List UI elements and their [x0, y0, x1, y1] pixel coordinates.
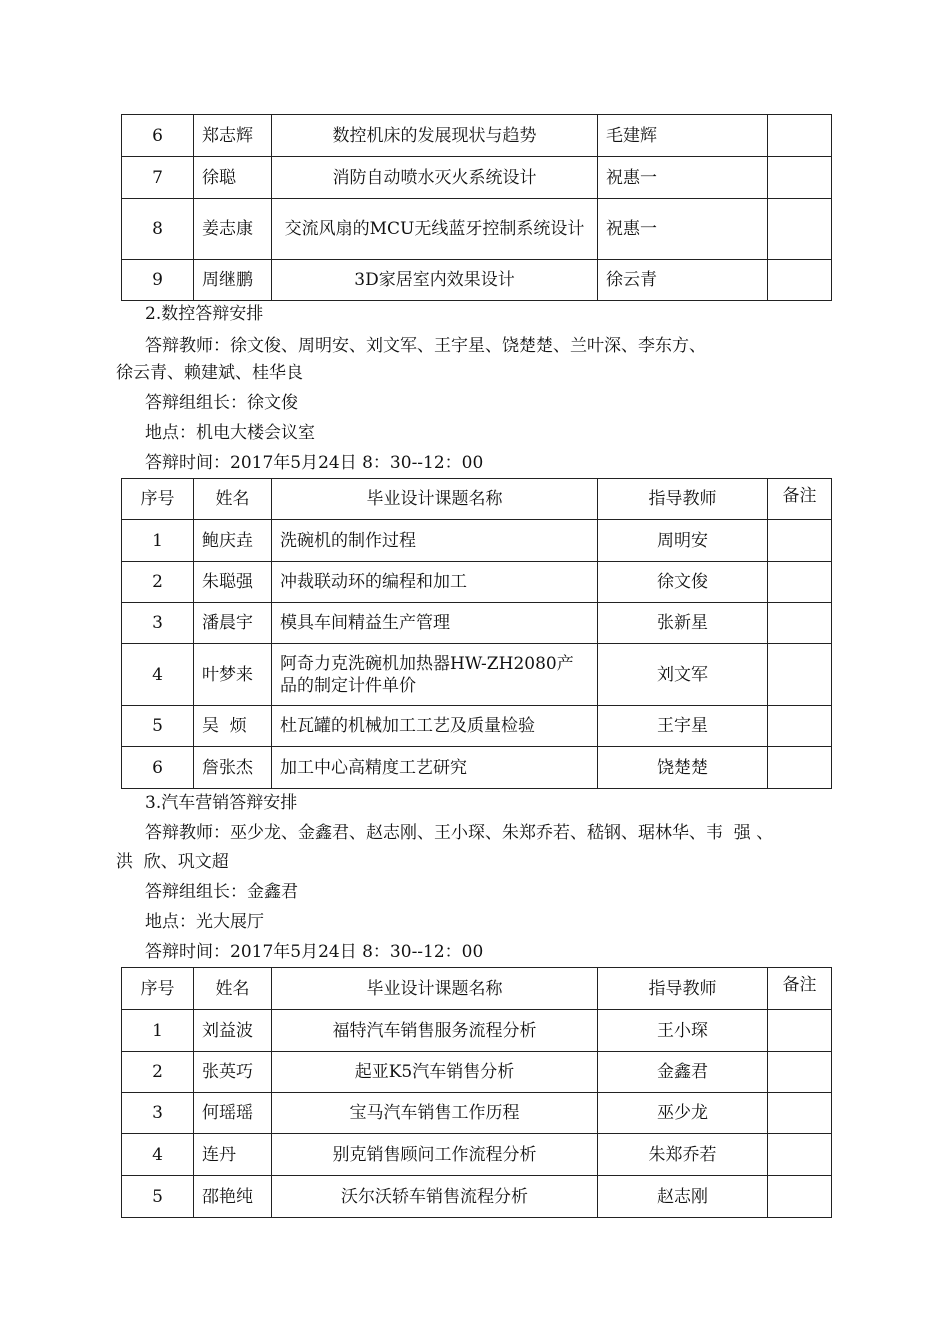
- row-number: 4: [122, 644, 194, 706]
- section-heading: 2.数控答辩安排: [145, 304, 264, 324]
- row-number: 6: [122, 747, 194, 789]
- defense-time: 答辩时间：2017年5月24日 8：30--12：00: [145, 453, 484, 473]
- row-number: 1: [122, 520, 194, 562]
- row-number: 5: [122, 706, 194, 747]
- row-number: 8: [122, 199, 194, 260]
- teachers-line-continued: 洪 欣、巩文超: [116, 852, 229, 872]
- header-advisor: 指导教师: [598, 479, 768, 520]
- student-name: 刘益波: [194, 1010, 272, 1052]
- table-row: [122, 1010, 832, 1052]
- note-cell: [768, 1176, 832, 1218]
- thesis-topic: 冲裁联动环的编程和加工: [272, 562, 598, 603]
- note-cell: [768, 603, 832, 644]
- advisor-name: 周明安: [598, 520, 768, 562]
- table-row: [122, 1134, 832, 1176]
- thesis-topic: 阿奇力克洗碗机加热器HW-ZH2080产品的制定计件单价: [272, 644, 598, 706]
- advisor-name: 毛建辉: [598, 115, 768, 157]
- location: 地点：光大展厅: [145, 912, 264, 932]
- thesis-topic: 洗碗机的制作过程: [272, 520, 598, 562]
- table-header-row: [122, 968, 832, 1010]
- header-topic: 毕业设计课题名称: [272, 968, 598, 1010]
- advisor-name: 巫少龙: [598, 1093, 768, 1134]
- student-name: 连丹: [194, 1134, 272, 1176]
- advisor-name: 刘文军: [598, 644, 768, 706]
- advisor-name: 赵志刚: [598, 1176, 768, 1218]
- note-cell: [768, 644, 832, 706]
- table-row: [122, 520, 832, 562]
- table-row: [122, 115, 832, 157]
- thesis-topic: 福特汽车销售服务流程分析: [272, 1010, 598, 1052]
- table-row: [122, 603, 832, 644]
- header-no: 序号: [122, 479, 194, 520]
- row-number: 1: [122, 1010, 194, 1052]
- table-row: [122, 260, 832, 301]
- advisor-name: 王小琛: [598, 1010, 768, 1052]
- table-row: [122, 706, 832, 747]
- header-note: 备注: [768, 479, 832, 520]
- row-number: 7: [122, 157, 194, 199]
- table-row: [122, 747, 832, 789]
- thesis-topic: 别克销售顾问工作流程分析: [272, 1134, 598, 1176]
- advisor-name: 王宇星: [598, 706, 768, 747]
- table-row: [122, 199, 832, 260]
- table-row: [122, 1093, 832, 1134]
- advisor-name: 徐文俊: [598, 562, 768, 603]
- student-name: 姜志康: [194, 199, 272, 260]
- student-name: 何瑶瑶: [194, 1093, 272, 1134]
- thesis-topic: 数控机床的发展现状与趋势: [272, 115, 598, 157]
- note-cell: [768, 157, 832, 199]
- student-name: 朱聪强: [194, 562, 272, 603]
- row-number: 3: [122, 1093, 194, 1134]
- thesis-topic: 3D家居室内效果设计: [272, 260, 598, 301]
- student-name: 潘晨宇: [194, 603, 272, 644]
- table-row: [122, 157, 832, 199]
- note-cell: [768, 747, 832, 789]
- student-name: 鲍庆垚: [194, 520, 272, 562]
- header-topic: 毕业设计课题名称: [272, 479, 598, 520]
- table-top: [121, 114, 832, 301]
- note-cell: [768, 1010, 832, 1052]
- thesis-topic: 消防自动喷水灭火系统设计: [272, 157, 598, 199]
- table-header-row: [122, 479, 832, 520]
- group-leader: 答辩组组长：金鑫君: [145, 882, 298, 902]
- header-no: 序号: [122, 968, 194, 1010]
- note-cell: [768, 520, 832, 562]
- section-heading: 3.汽车营销答辩安排: [145, 793, 298, 813]
- row-number: 4: [122, 1134, 194, 1176]
- table-row: [122, 644, 832, 706]
- header-name: 姓名: [194, 479, 272, 520]
- advisor-name: 徐云青: [598, 260, 768, 301]
- student-name: 徐聪: [194, 157, 272, 199]
- row-number: 6: [122, 115, 194, 157]
- note-cell: [768, 199, 832, 260]
- note-cell: [768, 1052, 832, 1093]
- student-name: 郑志辉: [194, 115, 272, 157]
- teachers-line: 答辩教师：徐文俊、周明安、刘文军、王宇星、饶楚楚、兰叶深、李东方、: [145, 336, 706, 356]
- advisor-name: 祝惠一: [598, 157, 768, 199]
- thesis-topic: 交流风扇的MCU无线蓝牙控制系统设计: [272, 199, 598, 260]
- note-cell: [768, 115, 832, 157]
- thesis-topic: 起亚K5汽车销售分析: [272, 1052, 598, 1093]
- thesis-topic: 加工中心高精度工艺研究: [272, 747, 598, 789]
- row-number: 2: [122, 562, 194, 603]
- table-row: [122, 1176, 832, 1218]
- row-number: 9: [122, 260, 194, 301]
- row-number: 2: [122, 1052, 194, 1093]
- student-name: 周继鹏: [194, 260, 272, 301]
- note-cell: [768, 1134, 832, 1176]
- header-name: 姓名: [194, 968, 272, 1010]
- group-leader: 答辩组组长：徐文俊: [145, 393, 298, 413]
- note-cell: [768, 1093, 832, 1134]
- student-name: 张英巧: [194, 1052, 272, 1093]
- teachers-line-continued: 徐云青、赖建斌、桂华良: [116, 363, 303, 383]
- table-row: [122, 1052, 832, 1093]
- advisor-name: 张新星: [598, 603, 768, 644]
- defense-time: 答辩时间：2017年5月24日 8：30--12：00: [145, 942, 484, 962]
- advisor-name: 朱郑乔若: [598, 1134, 768, 1176]
- thesis-topic: 杜瓦罐的机械加工工艺及质量检验: [272, 706, 598, 747]
- thesis-topic: 沃尔沃轿车销售流程分析: [272, 1176, 598, 1218]
- student-name: 詹张杰: [194, 747, 272, 789]
- header-advisor: 指导教师: [598, 968, 768, 1010]
- row-number: 3: [122, 603, 194, 644]
- location: 地点：机电大楼会议室: [145, 423, 315, 443]
- header-note: 备注: [768, 968, 832, 1010]
- advisor-name: 饶楚楚: [598, 747, 768, 789]
- student-name: 吴 烦: [194, 706, 272, 747]
- thesis-topic: 模具车间精益生产管理: [272, 603, 598, 644]
- advisor-name: 金鑫君: [598, 1052, 768, 1093]
- row-number: 5: [122, 1176, 194, 1218]
- note-cell: [768, 260, 832, 301]
- table-row: [122, 562, 832, 603]
- teachers-line: 答辩教师：巫少龙、金鑫君、赵志刚、王小琛、朱郑乔若、嵇钢、琚林华、韦 强 、: [145, 823, 774, 843]
- table-auto-marketing: [121, 967, 832, 1218]
- student-name: 邵艳纯: [194, 1176, 272, 1218]
- note-cell: [768, 706, 832, 747]
- thesis-topic: 宝马汽车销售工作历程: [272, 1093, 598, 1134]
- student-name: 叶梦来: [194, 644, 272, 706]
- note-cell: [768, 562, 832, 603]
- table-cnc: [121, 478, 832, 789]
- advisor-name: 祝惠一: [598, 199, 768, 260]
